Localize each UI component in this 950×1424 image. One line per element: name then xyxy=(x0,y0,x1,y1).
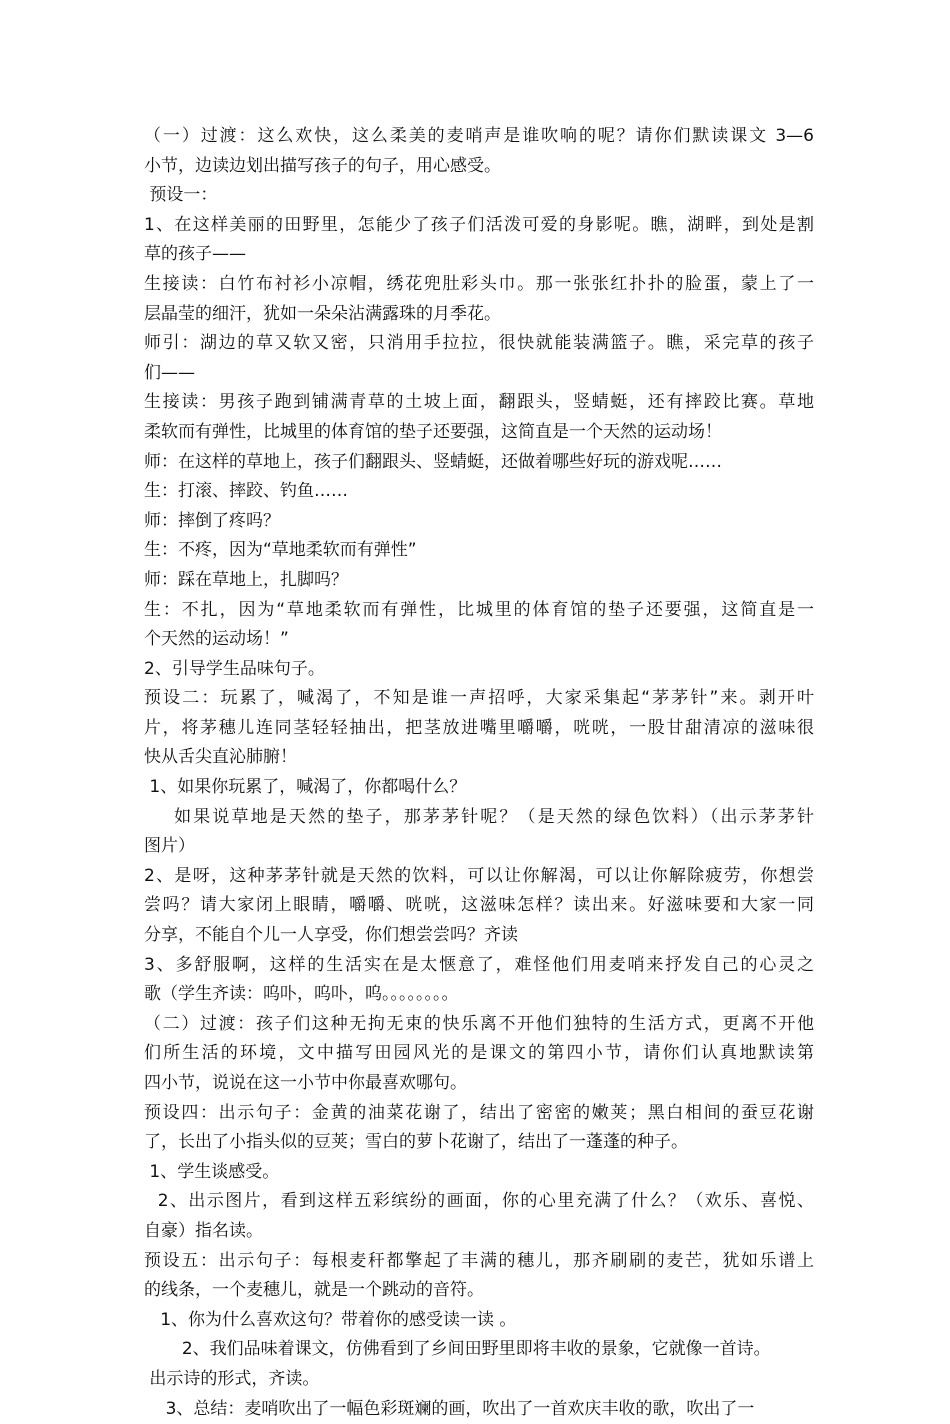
text-line: 1、如果你玩累了，喊渴了，你都喝什么？ xyxy=(144,777,467,798)
text-line: 柔软而有弹性，比城里的体育馆的垫子还要强，这简直是一个天然的运动场！ xyxy=(144,421,722,442)
text-line: 层晶莹的细汗，犹如一朵朵沾满露珠的月季花。 xyxy=(144,303,501,324)
text-line: 片，将茅穗儿连同茎轻轻抽出，把茎放进嘴里嚼嚼，咣咣，一股甘甜清凉的滋味很 xyxy=(144,717,814,738)
text-line: 2、引导学生品味句子。 xyxy=(144,658,325,679)
text-line: （一）过渡：这么欢快，这么柔美的麦哨声是谁吹响的呢？请你们默读课文 3—6 xyxy=(144,126,814,146)
text-line: 的线条，一个麦穗儿，就是一个跳动的音符。 xyxy=(144,1280,484,1301)
text-line: 3、多舒服啊，这样的生活实在是太惬意了，难怪他们用麦哨来抒发自己的心灵之 xyxy=(144,954,814,975)
text-line: 生：打滚、摔跤、钓鱼…… xyxy=(144,481,348,502)
text-line: 2、我们品味着课文，仿佛看到了乡间田野里即将丰收的景象，它就像一首诗。 xyxy=(144,1339,771,1360)
text-line: 生接读：白竹布衬衫小凉帽，绣花兜肚彩头巾。那一张张红扑扑的脸蛋，蒙上了一 xyxy=(144,273,814,294)
text-line: 图片） xyxy=(144,836,195,857)
text-line: 快从舌尖直沁肺腑！ xyxy=(144,747,297,768)
document-body xyxy=(144,122,814,1424)
text-line: 个天然的运动场！” xyxy=(144,629,289,650)
text-line: 3、总结：麦哨吹出了一幅色彩斑斓的画，吹出了一首欢庆丰收的歌，吹出了一 xyxy=(144,1398,755,1419)
text-line: 师引：湖边的草又软又密，只消用手拉拉，很快就能装满篮子。瞧，采完草的孩子 xyxy=(144,333,814,354)
text-line: 四小节，说说在这一小节中你最喜欢哪句。 xyxy=(144,1073,467,1093)
text-line: 师：在这样的草地上，孩子们翻跟头、竖蜻蜓，还做着哪些好玩的游戏呢…… xyxy=(144,451,722,472)
text-line: 们—— xyxy=(144,362,195,383)
text-line: 尝吗？请大家闭上眼睛，嚼嚼、咣咣，这滋味怎样？读出来。好滋味要和大家一同 xyxy=(144,895,814,916)
text-line: 出示诗的形式，齐读。 xyxy=(144,1368,320,1389)
text-line: 2、出示图片，看到这样五彩缤纷的画面，你的心里充满了什么？（欢乐、喜悦、 xyxy=(144,1191,814,1212)
text-line: 预设一： xyxy=(144,185,218,206)
text-line: 1、学生谈感受。 xyxy=(144,1161,280,1182)
text-line: 预设二：玩累了，喊渴了，不知是谁一声招呼，大家采集起“茅茅针”来。剥开叶 xyxy=(144,688,814,709)
text-line: 了，长出了小指头似的豆荚；雪白的萝卜花谢了，结出了一蓬蓬的种子。 xyxy=(144,1132,688,1153)
text-line: 预设四：出示句子：金黄的油菜花谢了，结出了密密的嫩荚；黑白相间的蚕豆花谢 xyxy=(144,1102,814,1123)
text-line: 预设五：出示句子：每根麦秆都擎起了丰满的穗儿，那齐刷刷的麦芒，犹如乐谱上 xyxy=(144,1250,814,1271)
text-line: 自豪）指名读。 xyxy=(144,1220,263,1241)
text-line: 2、是呀，这种茅茅针就是天然的饮料，可以让你解渴，可以让你解除疲劳，你想尝 xyxy=(144,865,814,886)
text-line: 师：踩在草地上，扎脚吗？ xyxy=(144,569,348,590)
text-line: 小节，边读边划出描写孩子的句子，用心感受。 xyxy=(144,155,501,176)
text-line: 1、你为什么喜欢这句？带着你的感受读一读 。 xyxy=(144,1309,517,1330)
text-line: 师：摔倒了疼吗？ xyxy=(144,510,280,531)
text-line: 生接读：男孩子跑到铺满青草的土坡上面，翻跟头，竖蜻蜓，还有摔跤比赛。草地 xyxy=(144,392,814,413)
text-line: 们所生活的环境，文中描写田园风光的是课文的第四小节，请你们认真地默读第 xyxy=(144,1043,814,1064)
text-line: 草的孩子—— xyxy=(144,244,246,265)
text-line: 1、在这样美丽的田野里，怎能少了孩子们活泼可爱的身影呢。瞧，湖畔，到处是割 xyxy=(144,214,814,235)
text-line: （二）过渡：孩子们这种无拘无束的快乐离不开他们独特的生活方式，更离不开他 xyxy=(144,1013,814,1034)
text-line: 生：不疼，因为“草地柔软而有弹性” xyxy=(144,540,417,561)
text-line: 歌（学生齐读：呜卟，呜卟，呜。。。。。。。。 xyxy=(144,984,459,1005)
text-line: 生：不扎，因为“草地柔软而有弹性，比城里的体育馆的垫子还要强，这简直是一 xyxy=(144,599,814,620)
text-line: 如果说草地是天然的垫子，那茅茅针呢？（是天然的绿色饮料）（出示茅茅针 xyxy=(144,806,814,827)
text-line: 分享，不能自个儿一人享受，你们想尝尝吗？齐读 xyxy=(144,925,518,946)
